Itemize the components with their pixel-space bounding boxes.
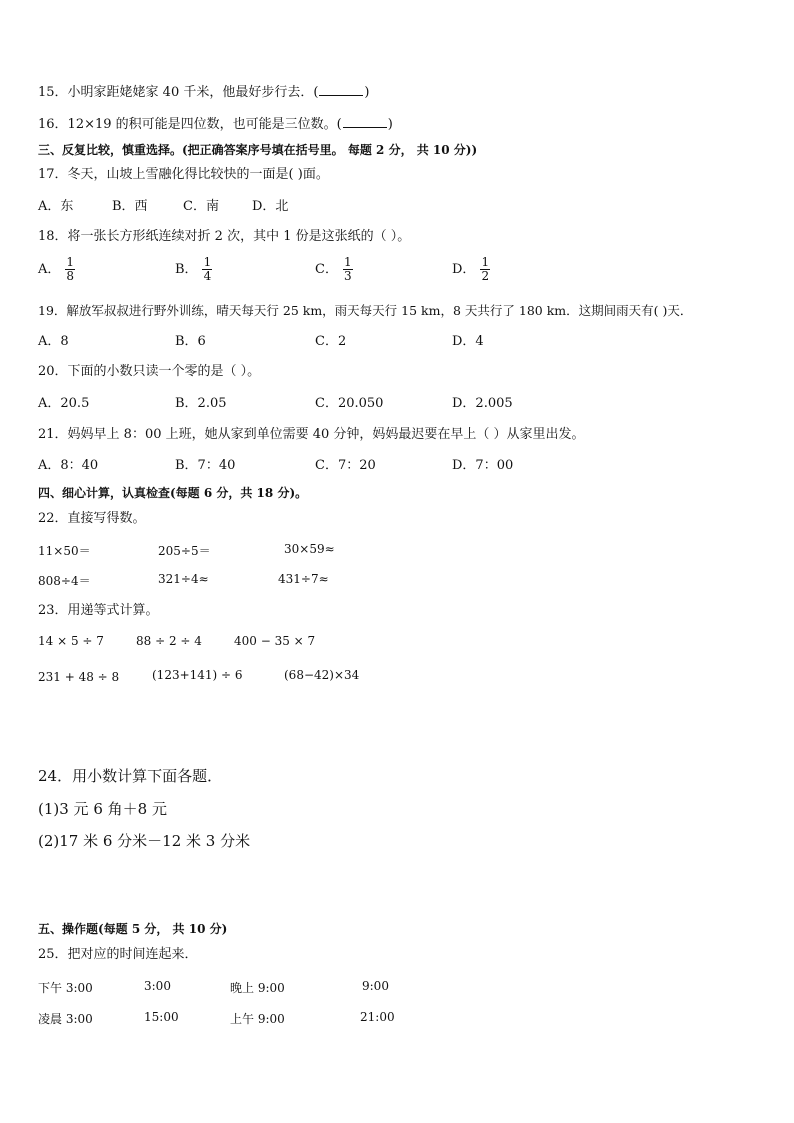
option-c[interactable]: C．南 <box>183 199 219 214</box>
option-a[interactable]: A． $\frac{1}{8}$ <box>38 255 75 283</box>
option-b[interactable]: B． $\frac{1}{4}$ <box>175 255 212 283</box>
section-4-heading: 四、细心计算，认真检查(每题 6 分，共 18 分)。 <box>38 486 308 500</box>
time-item[interactable]: 晚上 9:00 <box>230 981 285 995</box>
calc-item: 11×50＝ <box>38 544 91 558</box>
option-b[interactable]: B．西 <box>112 199 148 214</box>
option-a[interactable]: A．8 <box>38 334 69 349</box>
question-21: 21．妈妈早上 8：00 上班，她从家到单位需要 40 分钟，妈妈最迟要在早上（ ）从家里出发。 <box>38 427 585 442</box>
expression: 14 × 5 ÷ 7 <box>38 634 104 648</box>
option-c[interactable]: C．2 <box>315 334 347 349</box>
question-25: 25．把对应的时间连起来． <box>38 947 198 962</box>
fraction: $\frac{1}{8}$ <box>66 255 75 283</box>
expression: 88 ÷ 2 ÷ 4 <box>136 634 202 648</box>
option-c[interactable]: C．7：20 <box>315 458 376 473</box>
q16-text: 16．12×19 的积可能是四位数，也可能是三位数。( <box>38 117 342 132</box>
expression: 231 + 48 ÷ 8 <box>38 670 120 684</box>
answer-blank[interactable] <box>319 84 363 96</box>
question-24: 24．用小数计算下面各题． <box>38 767 223 785</box>
option-b[interactable]: B．6 <box>175 334 206 349</box>
option-d[interactable]: D．北 <box>252 199 289 214</box>
q15-text: 15．小明家距姥姥家 40 千米，他最好步行去．( <box>38 85 319 100</box>
option-a[interactable]: A．东 <box>38 199 74 214</box>
question-18: 18．将一张长方形纸连续对折 2 次，其中 1 份是这张纸的（ ）。 <box>38 229 411 244</box>
question-16: 16．12×19 的积可能是四位数，也可能是三位数。( ) <box>38 117 393 132</box>
time-item[interactable]: 15:00 <box>144 1010 179 1024</box>
calc-item: 30×59≈ <box>284 542 335 556</box>
sub-question-1: (1)3 元 6 角＋8 元 <box>38 800 167 818</box>
fraction: $\frac{1}{2}$ <box>481 255 490 283</box>
expression: (123+141) ÷ 6 <box>152 668 243 682</box>
question-22: 22．直接写得数。 <box>38 511 146 526</box>
section-3-heading: 三、反复比较，慎重选择。(把正确答案序号填在括号里。 每题 2 分， 共 10 分)) <box>38 143 478 157</box>
time-item[interactable]: 9:00 <box>362 979 389 993</box>
sub-question-2: (2)17 米 6 分米－12 米 3 分米 <box>38 832 251 850</box>
option-d[interactable]: D．7：00 <box>452 458 514 473</box>
time-item[interactable]: 上午 9:00 <box>230 1012 285 1026</box>
option-d[interactable]: D． $\frac{1}{2}$ <box>452 255 490 283</box>
option-a[interactable]: A．8：40 <box>38 458 99 473</box>
option-c[interactable]: C．20.050 <box>315 396 384 411</box>
calc-item: 808÷4＝ <box>38 574 91 588</box>
calc-item: 321÷4≈ <box>158 572 209 586</box>
option-a[interactable]: A．20.5 <box>38 396 90 411</box>
fraction: $\frac{1}{3}$ <box>343 255 352 283</box>
option-d[interactable]: D．2.005 <box>452 396 513 411</box>
question-17: 17．冬天，山坡上雪融化得比较快的一面是( )面。 <box>38 167 329 182</box>
expression: (68−42)×34 <box>284 668 360 682</box>
question-20: 20．下面的小数只读一个零的是（ ）。 <box>38 364 261 379</box>
option-b[interactable]: B．2.05 <box>175 396 227 411</box>
time-item[interactable]: 21:00 <box>360 1010 395 1024</box>
section-5-heading: 五、操作题(每题 5 分， 共 10 分) <box>38 922 228 936</box>
question-19: 19．解放军叔叔进行野外训练，晴天每天行 25 km，雨天每天行 15 km，8 天共行了 180 km．这期间雨天有( )天． <box>38 303 693 318</box>
option-d[interactable]: D．4 <box>452 334 484 349</box>
time-item[interactable]: 下午 3:00 <box>38 981 93 995</box>
fraction: $\frac{1}{4}$ <box>203 255 212 283</box>
expression: 400 − 35 × 7 <box>234 634 316 648</box>
time-item[interactable]: 凌晨 3:00 <box>38 1012 93 1026</box>
calc-item: 431÷7≈ <box>278 572 329 586</box>
time-item[interactable]: 3:00 <box>144 979 171 993</box>
option-c[interactable]: C． $\frac{1}{3}$ <box>315 255 352 283</box>
answer-blank[interactable] <box>343 116 387 128</box>
calc-item: 205÷5＝ <box>158 544 211 558</box>
question-15: 15．小明家距姥姥家 40 千米，他最好步行去．( ) <box>38 85 370 100</box>
option-b[interactable]: B．7：40 <box>175 458 236 473</box>
question-23: 23．用递等式计算。 <box>38 603 159 618</box>
